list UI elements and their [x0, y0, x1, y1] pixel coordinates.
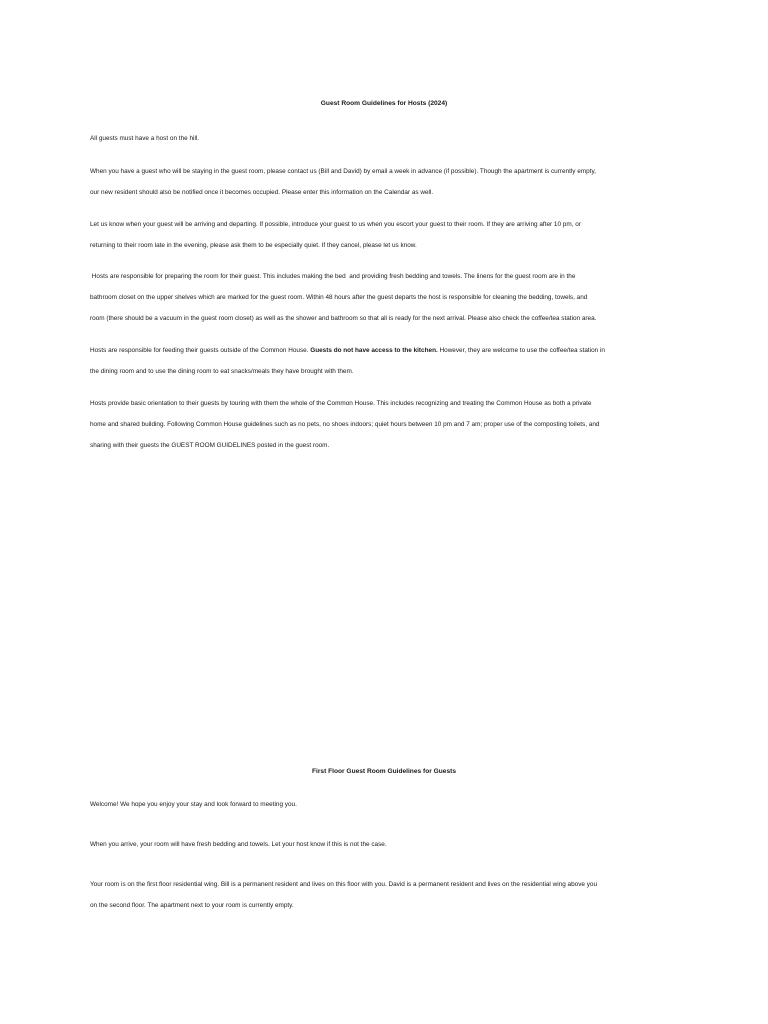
hosts-paragraph-5-line-1: [90, 340, 690, 361]
guests-paragraph-1: [90, 794, 690, 815]
hosts-paragraph-6: [90, 393, 690, 456]
hosts-paragraph-2-line-2: our new resident should also be notified once it becomes occupied. Please enter this information on the Calendar as well.: [90, 189, 434, 196]
hosts-paragraph-1-line-1: All guests must have a host on the hill.: [90, 135, 200, 142]
guests-paragraph-2: [90, 834, 690, 855]
hosts-paragraph-4-line-1: Hosts are responsible for preparing the room for their guest. This includes making the bed and providing fresh bedding and towels. The linens for the guest room are in the: [90, 273, 576, 280]
guests-paragraph-2-line-1: When you arrive, your room will have fresh bedding and towels. Let your host know if this is not the case.: [90, 841, 387, 848]
kitchen-access-notice: Guests do not have access to the kitchen.: [310, 347, 438, 354]
hosts-guidelines-title: Guest Room Guidelines for Hosts (2024): [320, 100, 448, 107]
hosts-paragraph-3-line-1: Let us know when your guest will be arriving and departing. If possible, introduce your guest to us when you escort your guest to their room. If they are arriving after 10 pm, or: [90, 221, 581, 228]
guests-paragraph-3: [90, 874, 690, 916]
hosts-paragraph-5-text-end: However, they are welcome to use the coffee/tea station in: [437, 347, 605, 354]
guests-paragraph-3-line-1: Your room is on the first floor residential wing. Bill is a permanent resident and lives on this floor with you. David is a permanent resident and lives on the residential wing above you: [90, 881, 598, 888]
hosts-paragraph-3: [90, 214, 690, 256]
guests-paragraph-3-line-2: on the second floor. The apartment next to your room is currently empty.: [90, 902, 294, 909]
hosts-paragraph-6-line-2: home and shared building. Following Common House guidelines such as no pets, no shoes indoors; quiet hours between 10 pm and 7 am; proper use of the composting toilets, and: [90, 421, 600, 428]
hosts-paragraph-1: [90, 128, 690, 149]
hosts-paragraph-2-line-1: When you have a guest who will be staying in the guest room, please contact us (Bill and David) by email a week in advance (if possible). Though the apartment is currently empty,: [90, 168, 596, 175]
hosts-paragraph-2: [90, 161, 690, 203]
hosts-paragraph-5: [90, 340, 690, 382]
hosts-paragraph-5-text-start: Hosts are responsible for feeding their guests outside of the Common House.: [90, 347, 311, 354]
hosts-paragraph-4-line-2: bathroom closet on the upper shelves which are marked for the guest room. Within 48 hours after the guest departs the host is responsible for cleaning the bedding, towels, and: [90, 294, 588, 301]
hosts-paragraph-6-line-1: Hosts provide basic orientation to their guests by touring with them the whole of the Common House. This includes recognizing and treating the Common House as both a private: [90, 400, 592, 407]
guests-guidelines-title: First Floor Guest Room Guidelines for Guests: [312, 768, 456, 775]
hosts-paragraph-5-line-2: the dining room and to use the dining room to eat snacks/meals they have brought with them.: [90, 368, 354, 375]
hosts-paragraph-6-line-3: sharing with their guests the GUEST ROOM GUIDELINES posted in the guest room.: [90, 442, 330, 449]
hosts-paragraph-4: [90, 266, 690, 329]
hosts-paragraph-3-line-2: returning to their room late in the evening, please ask them to be especially quiet. If they cancel, please let us know.: [90, 242, 417, 249]
hosts-paragraph-4-line-3: room (there should be a vacuum in the guest room closet) as well as the shower and bathroom so that all is ready for the next arrival. Please also check the coffee/tea station area.: [90, 315, 597, 322]
guests-paragraph-1-line-1: Welcome! We hope you enjoy your stay and look forward to meeting you.: [90, 801, 297, 808]
